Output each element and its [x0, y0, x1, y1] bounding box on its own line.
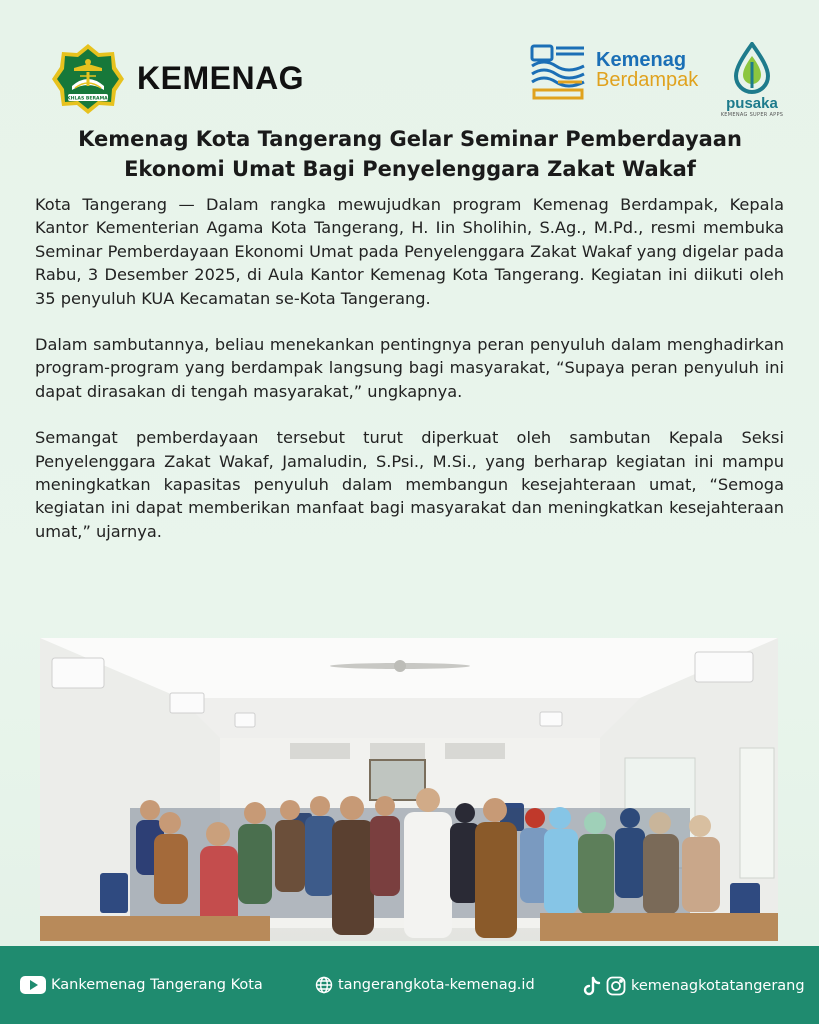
article-paragraph: Semangat pemberdayaan tersebut turut diperkuat oleh sambutan Kepala Seksi Penyelenggara Zakat Wakaf, Jamaludin, S.Psi., M.Si., yang berharap kegiatan ini mampu meningkatkan kapasitas penyuluh dalam membangun kesejahteraan umat, “Semoga kegiatan ini dapat memberikan manfaat bagi masyarakat dan meningkatkan kesejahteraan umat,” ujarnya.	[35, 428, 784, 541]
pusaka-drop-icon	[712, 42, 792, 96]
header	[0, 0, 819, 125]
article-title	[40, 124, 780, 184]
campaign-line-1: Kemenag	[596, 49, 687, 71]
footer-youtube[interactable]	[20, 976, 263, 994]
article-paragraph: Dalam sambutannya, beliau menekankan pentingnya peran penyuluh dalam menghadirkan program-program yang berdampak langsung bagi masyarakat, “Supaya peran penyuluh ini dapat dirasakan di tengah masyarakat,” ungkapnya.	[35, 335, 784, 401]
social-handle: kemenagkotatangerang	[631, 978, 805, 994]
tiktok-icon	[583, 976, 601, 996]
article-paragraph: Kota Tangerang — Dalam rangka mewujudkan program Kemenag Berdampak, Kepala Kantor Kementerian Agama Kota Tangerang, H. Iin Sholihin, S.Ag., M.Pd., resmi membuka Seminar Pemberdayaan Ekonomi Umat pada Penyelenggara Zakat Wakaf yang digelar pada Rabu, 3 Desember 2025, di Aula Kantor Kemenag Kota Tangerang. Kegiatan ini diikuti oleh 35 penyuluh KUA Kecamatan se-Kota Tangerang.	[35, 195, 784, 308]
app-tagline: KEMENAG SUPER APPS	[720, 112, 784, 118]
brand-name: KEMENAG	[137, 60, 305, 96]
footer	[0, 946, 819, 1024]
event-group-photo	[40, 638, 778, 941]
youtube-channel-name: Kankemenag Tangerang Kota	[51, 977, 263, 993]
title-line-1: Kemenag Kota Tangerang Gelar Seminar Pemberdayaan	[78, 127, 742, 151]
campaign-line-2: Berdampak	[596, 69, 699, 91]
title-line-2: Ekonomi Umat Bagi Penyelenggara Zakat Wakaf	[124, 157, 696, 181]
app-name: pusaka	[726, 95, 778, 112]
globe-icon	[315, 976, 333, 994]
website-url: tangerangkota-kemenag.id	[338, 977, 535, 993]
campaign-logo-text	[596, 50, 698, 90]
emblem-ribbon-text: IKHLAS BERAMAL	[65, 96, 111, 102]
kemenag-emblem-icon	[50, 42, 126, 116]
kemenag-berdampak-icon	[530, 44, 586, 100]
instagram-icon	[606, 976, 626, 996]
youtube-icon	[20, 976, 46, 994]
footer-social[interactable]	[583, 976, 805, 996]
footer-website[interactable]	[315, 976, 535, 994]
article-body	[35, 193, 784, 566]
pusaka-logo	[712, 42, 792, 124]
